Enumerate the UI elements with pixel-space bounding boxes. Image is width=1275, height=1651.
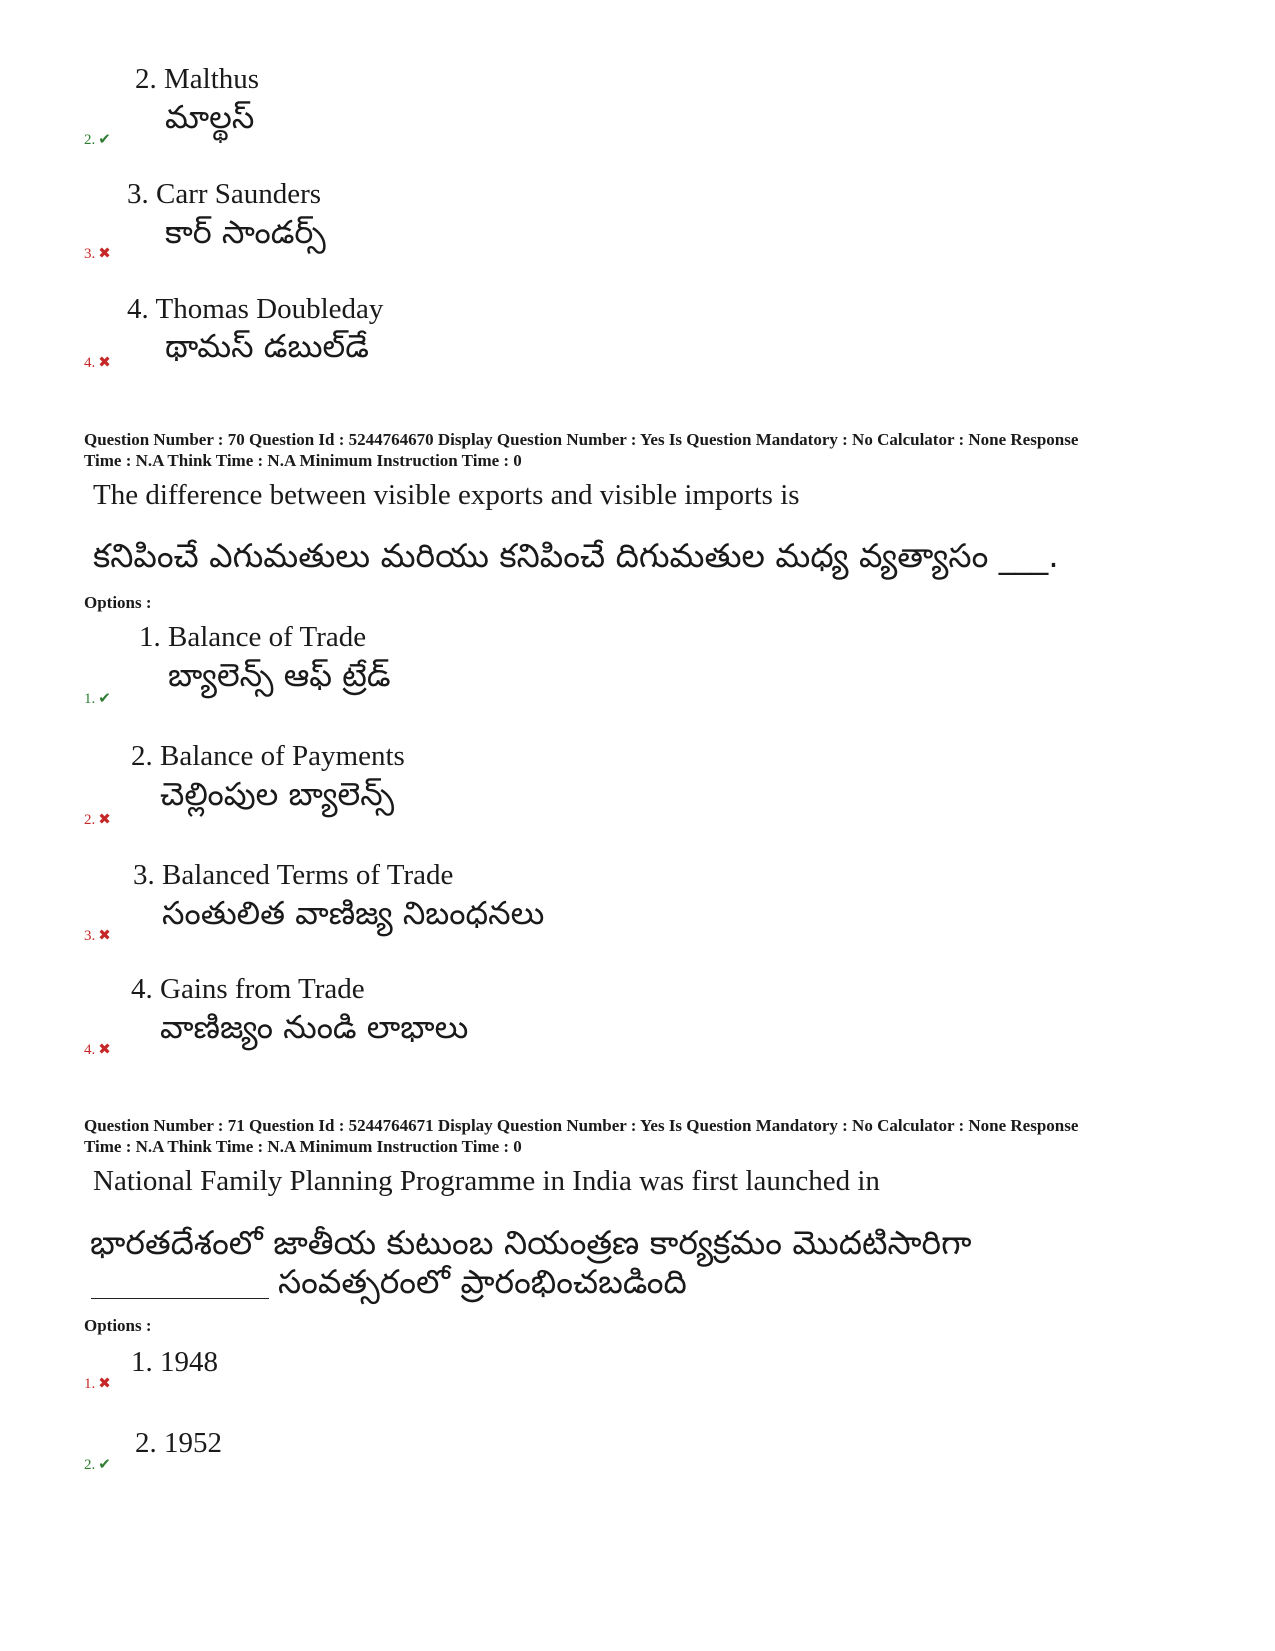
option-te: బ్యాలెన్స్ ఆఫ్ ట్రేడ్ [168, 656, 391, 694]
option-en: 1. Balance of Trade [139, 621, 367, 653]
options-label: Options : [84, 1316, 152, 1335]
question-text-te-line2: సంవత్సరంలో ప్రారంభించబడింది [278, 1262, 687, 1301]
option-marker-wrong: 3. ✖ [84, 926, 111, 944]
option-marker-wrong: 4. ✖ [84, 1040, 111, 1058]
cross-icon: ✖ [98, 1374, 111, 1392]
cross-icon: ✖ [98, 810, 111, 828]
option-marker-wrong: 4. ✖ [84, 353, 111, 371]
question-text-te: కనిపించే ఎగుమతులు మరియు కనిపించే దిగుమతుల మధ్య వ్యత్యాసం ___. [93, 536, 1059, 575]
option-te: సంతులిత వాణిజ్య నిబంధనలు [162, 894, 545, 932]
option-en: 2. Malthus [135, 63, 260, 95]
question-text-en: The difference between visible exports and visible imports is [93, 479, 800, 511]
question-text-en: National Family Planning Programme in India was first launched in [93, 1165, 880, 1197]
cross-icon: ✖ [98, 1040, 111, 1058]
option-marker-correct: 1. ✔ [84, 689, 111, 707]
answer-blank [91, 1298, 269, 1299]
question-meta: Question Number : 70 Question Id : 5244764670 Display Question Number : Yes Is Question Mandatory : No Calculator : None Response Time : N.A Think Time : N.A Minimum Instruction Time : 0 [84, 430, 1079, 470]
cross-icon: ✖ [98, 926, 111, 944]
option-te: థామస్ డబుల్‌డే [165, 327, 369, 365]
option-en: 2. Balance of Payments [131, 740, 405, 772]
cross-icon: ✖ [98, 244, 111, 262]
option-en: 3. Carr Saunders [127, 178, 322, 210]
option-te: కార్ సాండర్స్ [165, 213, 326, 251]
question-text-te-line1: భారతదేశంలో జాతీయ కుటుంబ నియంత్రణ కార్యక్రమం మొదటిసారిగా [90, 1223, 972, 1262]
option-en: 2. 1952 [135, 1427, 222, 1459]
cross-icon: ✖ [98, 353, 111, 371]
option-te: వాణిజ్యం నుండి లాభాలు [160, 1008, 469, 1046]
question-meta: Question Number : 71 Question Id : 5244764671 Display Question Number : Yes Is Question Mandatory : No Calculator : None Response Time : N.A Think Time : N.A Minimum Instruction Time : 0 [84, 1116, 1079, 1156]
option-marker-correct: 2. ✔ [84, 130, 111, 148]
options-label: Options : [84, 593, 152, 612]
option-marker-wrong: 1. ✖ [84, 1374, 111, 1392]
check-icon: ✔ [98, 130, 111, 148]
option-marker-wrong: 3. ✖ [84, 244, 111, 262]
option-en: 1. 1948 [131, 1346, 218, 1378]
option-te: మాల్థస్ [165, 98, 255, 136]
option-en: 4. Thomas Doubleday [127, 293, 384, 325]
option-marker-wrong: 2. ✖ [84, 810, 111, 828]
option-marker-correct: 2. ✔ [84, 1455, 111, 1473]
option-te: చెల్లింపుల బ్యాలెన్స్ [160, 775, 395, 813]
check-icon: ✔ [98, 689, 111, 707]
check-icon: ✔ [98, 1455, 111, 1473]
option-en: 4. Gains from Trade [131, 973, 365, 1005]
option-en: 3. Balanced Terms of Trade [133, 859, 454, 891]
